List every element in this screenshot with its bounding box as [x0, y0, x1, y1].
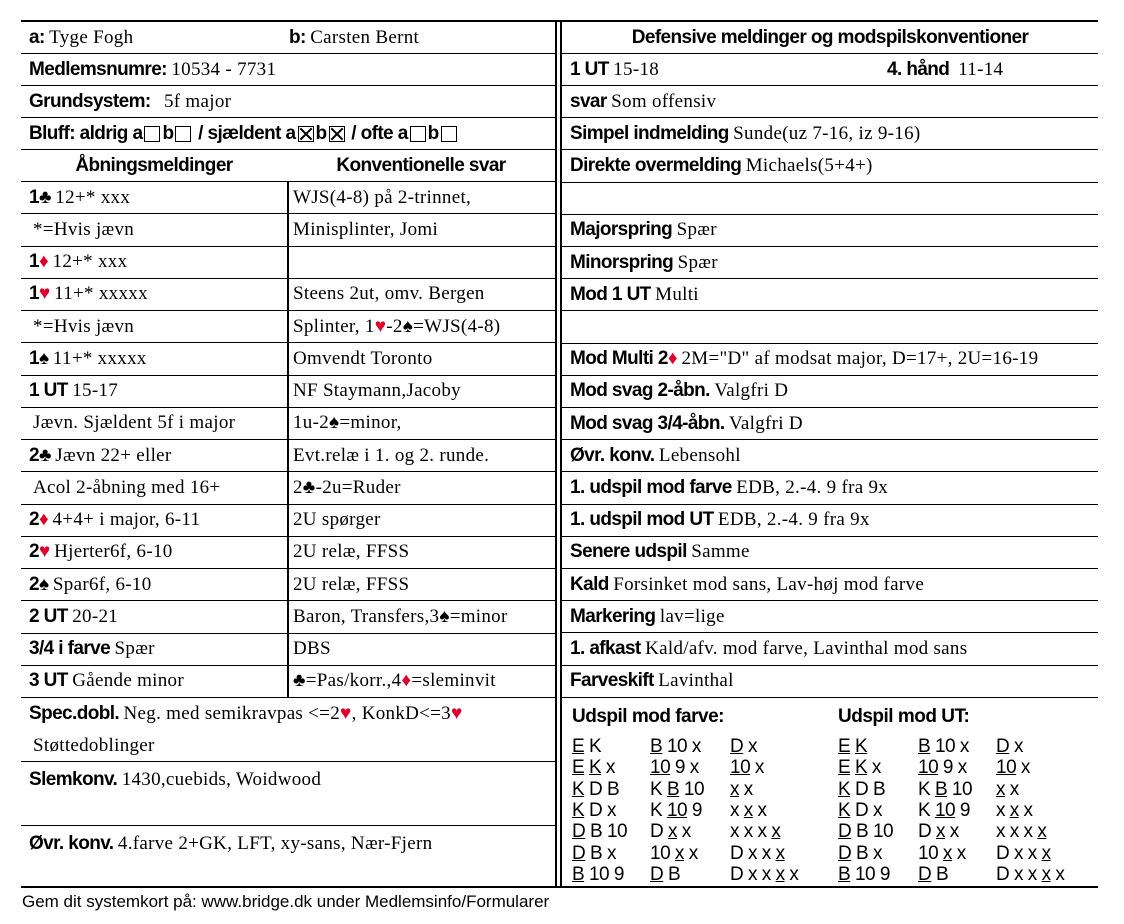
- nt-lead-combo: D x x x x: [996, 863, 1065, 885]
- suit-symbol: ♣: [38, 186, 51, 208]
- suit-symbol: ♣: [38, 444, 51, 466]
- suit-lead-combo: K D B: [572, 778, 620, 800]
- opening-text: Jævn. Sjældent 5f i major: [33, 412, 236, 434]
- defense-value: Valgfri D: [728, 412, 803, 434]
- nt-defense-row: [562, 54, 1098, 86]
- suit-symbol: ♥: [38, 283, 50, 305]
- defense-value: Spær: [676, 219, 717, 241]
- suit-symbol: ♥: [38, 541, 50, 563]
- opening-bid: 2: [29, 573, 39, 595]
- suit-lead-combo: x x: [730, 778, 753, 800]
- bluff-seldom-a-checkbox[interactable]: [298, 126, 314, 142]
- defense-value: Sunde(uz 7-16, iz 9-16): [733, 122, 921, 144]
- opening-cell: [29, 634, 155, 665]
- opening-cell: [33, 472, 220, 503]
- opening-bid: 1: [29, 186, 39, 208]
- defense-label: Simpel indmelding: [570, 122, 729, 144]
- member-numbers-row: [21, 54, 555, 86]
- spec-double-label: Spec.dobl.: [29, 703, 120, 724]
- openings-header: Åbningsmeldinger: [75, 154, 233, 176]
- member-numbers-value: 10534 - 7731: [171, 58, 277, 80]
- suit-leads-title: Udspil mod farve:: [572, 706, 724, 727]
- response-cell: [293, 408, 402, 439]
- suit-lead-combo: D B 10: [572, 821, 628, 843]
- opening-bid: 2: [29, 541, 39, 563]
- suit-lead-combo: B 10 9: [572, 863, 624, 885]
- defense-value: Kald/afv. mod farve, Lavinthal mod sans: [645, 637, 968, 659]
- suit-lead-combo: 10 9 x: [650, 757, 699, 779]
- fourth-hand-value: 11-14: [958, 58, 1004, 80]
- nt-lead-combo: x x: [996, 778, 1019, 800]
- nt-lead-combo: D B x: [838, 842, 882, 864]
- opening-cell: [29, 343, 147, 374]
- nt-lead-combo: D x x x: [996, 842, 1051, 864]
- defense-cell: [570, 440, 741, 471]
- defense-row: [562, 440, 1098, 472]
- defense-label: Farveskift: [570, 670, 654, 692]
- response-text: Splinter, 1: [293, 315, 375, 337]
- bluff-row: [21, 118, 555, 150]
- suit-lead-combo: x x x: [730, 799, 767, 821]
- suit-lead-combo: D B: [650, 863, 681, 885]
- opening-cell: [29, 247, 127, 278]
- defense-cell: [570, 344, 1038, 375]
- suit-symbol: ♠: [38, 573, 49, 595]
- response-text: =sleminvit: [411, 670, 496, 692]
- nt-lead-combo: x x x x: [996, 821, 1047, 843]
- defense-value: Som offensiv: [611, 90, 717, 112]
- leads-section: [562, 698, 1098, 886]
- opening-bid: 3/4 i farve: [29, 638, 111, 660]
- opening-text: Spar6f, 6-10: [52, 573, 152, 595]
- nt-lead-combo: E K x: [838, 757, 881, 779]
- nt-lead-combo: K B 10: [918, 778, 973, 800]
- nt-lead-combo: 10 x: [996, 757, 1030, 779]
- defense-value: EDB, 2.-4. 9 fra 9x: [736, 476, 889, 498]
- suit-lead-combo: D x: [730, 736, 758, 757]
- bluff-b-label: b: [162, 122, 174, 144]
- defense-cell: [570, 472, 888, 503]
- opening-text: 20-21: [72, 605, 119, 627]
- defense-value: Spær: [677, 251, 718, 273]
- defense-value: Samme: [691, 541, 750, 563]
- nt-lead-combo: K 10 9: [918, 799, 970, 821]
- defense-row: [562, 247, 1098, 279]
- defense-row: [562, 118, 1098, 150]
- defense-row: [562, 601, 1098, 633]
- response-cell: [293, 311, 500, 342]
- suit-symbol: ♦: [667, 348, 677, 370]
- response-cell: [293, 343, 433, 374]
- opening-bid: 2: [29, 509, 39, 531]
- defense-title: Defensive meldinger og modspilskonventioner: [631, 26, 1029, 48]
- opening-text: 12+* xxx: [55, 186, 131, 208]
- defense-cell: [570, 150, 873, 181]
- suit-lead-combo: K 10 9: [650, 799, 702, 821]
- suit-lead-combo: 10 x: [730, 757, 764, 779]
- response-cell: [293, 472, 401, 503]
- nt-lead-combo: D B 10: [838, 821, 894, 843]
- bluff-never-a-checkbox[interactable]: [144, 126, 160, 142]
- responses-header: Konventionelle svar: [336, 154, 506, 176]
- defense-row: [562, 150, 1098, 182]
- defense-label: Markering: [570, 605, 656, 627]
- defense-row: [562, 376, 1098, 408]
- slam-value: 1430,cuebids, Woidwood: [121, 769, 322, 790]
- defense-cell: [570, 376, 788, 407]
- suit-lead-combo: D B x: [572, 842, 616, 864]
- defense-cell: [570, 666, 734, 697]
- opening-text: 4+4+ i major, 6-11: [52, 509, 201, 531]
- other-conv-label: Øvr. konv.: [29, 833, 114, 854]
- nt-lead-combo: x x x: [996, 799, 1033, 821]
- response-text: 1u-2♠=minor,: [293, 412, 402, 434]
- response-cell: [293, 505, 381, 536]
- response-cell: [293, 440, 489, 471]
- opening-cell: [29, 376, 118, 407]
- defense-label: Direkte overmelding: [570, 154, 742, 176]
- opening-cell: [29, 537, 173, 568]
- defense-cell: [570, 247, 718, 278]
- suit-lead-combo: B 10 x: [650, 736, 701, 757]
- nt-lead-combo: D x x: [918, 821, 959, 843]
- defense-row: [562, 311, 1098, 343]
- defense-cell: [570, 279, 699, 310]
- nt-lead-combo: K D B: [838, 778, 886, 800]
- response-text: NF Staymann,Jacoby: [293, 380, 461, 402]
- defense-title-row: [562, 22, 1098, 54]
- response-text: 2U spørger: [293, 509, 381, 531]
- suit-lead-combo: D x x: [650, 821, 691, 843]
- response-text: Steens 2ut, omv. Bergen: [293, 283, 485, 305]
- spec-double-line2: Støttedoblinger: [33, 735, 155, 756]
- opening-text: Spær: [114, 638, 155, 660]
- response-cell: [293, 601, 508, 632]
- opening-cell: [29, 601, 118, 632]
- heart-suit: ♥: [340, 703, 352, 724]
- player-b-name: Carsten Bernt: [310, 26, 420, 48]
- suit-lead-combo: x x x x: [730, 821, 781, 843]
- opening-text: 15-17: [72, 380, 119, 402]
- defense-cell: [570, 505, 870, 536]
- spec-double-row: [21, 698, 555, 762]
- defense-cell: [570, 601, 725, 632]
- defense-cell: [570, 633, 967, 664]
- footer-note: Gem dit systemkort på: www.bridge.dk under Medlemsinfo/Formularer: [22, 892, 550, 911]
- response-cell: [293, 537, 409, 568]
- opening-bid: 1: [29, 251, 39, 273]
- defense-cell: [570, 86, 716, 117]
- defense-label: Kald: [570, 573, 609, 595]
- suit-symbol: ♠: [38, 347, 49, 369]
- bluff-label: Bluff: aldrig a: [29, 122, 143, 144]
- defense-row: [562, 569, 1098, 601]
- opening-bid: 1: [29, 283, 39, 305]
- defense-label: 1. udspil mod UT: [570, 509, 714, 531]
- defense-cell: [570, 215, 717, 246]
- slam-row: [21, 762, 555, 826]
- opening-text: Jævn 22+ eller: [55, 444, 172, 466]
- nt-lead-combo: E K: [838, 736, 868, 757]
- response-cell: [293, 376, 461, 407]
- defense-row: [562, 505, 1098, 537]
- defense-cell: [570, 118, 921, 149]
- defense-label: Mod svag 2-åbn.: [570, 380, 710, 402]
- suit-lead-combo: K B 10: [650, 778, 705, 800]
- suit-lead-combo: E K: [572, 736, 602, 757]
- defense-value: 2M="D" af modsat major, D=17+, 2U=16-19: [681, 348, 1039, 370]
- opening-cell: [29, 666, 184, 697]
- opening-cell: [29, 182, 130, 213]
- nt-defense-value: 15-18: [613, 58, 660, 80]
- suit-lead-combo: 10 x x: [650, 842, 698, 864]
- nt-leads-title: Udspil mod UT:: [838, 706, 970, 727]
- spec-double-text: , KonkD<=3: [351, 703, 451, 724]
- slam-label: Slemkonv.: [29, 769, 118, 790]
- nt-lead-combo: K D x: [838, 799, 882, 821]
- defense-cell: [570, 569, 924, 600]
- response-text: Baron, Transfers,3♠=minor: [293, 605, 508, 627]
- defense-value: Forsinket mod sans, Lav-høj mod farve: [613, 573, 925, 595]
- defense-label: 1. afkast: [570, 637, 641, 659]
- nt-lead-combo: D x: [996, 736, 1024, 757]
- nt-lead-combo: 10 x x: [918, 842, 966, 864]
- nt-lead-combo: B 10 x: [918, 736, 969, 757]
- system-card: [21, 20, 1098, 888]
- defense-value: Valgfri D: [714, 380, 789, 402]
- suit-lead-combo: D x x x: [730, 842, 785, 864]
- opening-header-row: [21, 150, 555, 182]
- opening-text: *=Hvis jævn: [33, 315, 135, 337]
- nt-lead-combo: B 10 9: [838, 863, 890, 885]
- response-text: 2U relæ, FFSS: [293, 573, 410, 595]
- defense-label: Minorspring: [570, 251, 674, 273]
- suit-symbol: ♦: [38, 251, 49, 273]
- opening-cell: [29, 505, 200, 536]
- defense-value: Lavinthal: [658, 670, 734, 692]
- opening-cell: [29, 569, 152, 600]
- bluff-often-a-checkbox[interactable]: [410, 126, 426, 142]
- bluff-often-label: ofte a: [360, 122, 408, 144]
- fourth-hand-label: 4. hånd: [887, 58, 950, 80]
- response-cell: [293, 666, 496, 697]
- nt-defense-label: 1 UT: [570, 58, 609, 80]
- response-cell: [293, 214, 438, 245]
- suit-lead-combo: K D x: [572, 799, 616, 821]
- defense-row: [562, 183, 1098, 215]
- other-conv-row: [21, 826, 555, 886]
- defense-value: EDB, 2.-4. 9 fra 9x: [717, 509, 870, 531]
- response-text: Minisplinter, Jomi: [293, 218, 439, 240]
- opening-bid: 2 UT: [29, 605, 68, 627]
- opening-cell: [29, 279, 148, 310]
- response-text: WJS(4-8) på 2-trinnet,: [293, 186, 472, 208]
- defense-label: Majorspring: [570, 219, 673, 241]
- players-row: [21, 22, 555, 54]
- opening-text: 12+* xxx: [52, 251, 128, 273]
- opening-cell: [29, 440, 172, 471]
- bluff-never-b-checkbox[interactable]: [175, 126, 191, 142]
- defense-label: Øvr. konv.: [570, 444, 655, 466]
- defense-cell: [570, 537, 750, 568]
- defense-row: [562, 344, 1098, 376]
- response-cell: [293, 279, 485, 310]
- opening-bid: 2: [29, 444, 39, 466]
- defense-cell: [570, 408, 803, 439]
- response-cell: [293, 569, 409, 600]
- defense-label: Senere udspil: [570, 541, 687, 563]
- center-divider: [555, 20, 557, 888]
- opening-text: *=Hvis jævn: [33, 218, 135, 240]
- member-numbers-label: Medlemsnumre:: [29, 58, 167, 80]
- defense-row: [562, 408, 1098, 440]
- player-a-label: a:: [29, 26, 45, 48]
- bluff-often-b-checkbox[interactable]: [441, 126, 457, 142]
- opening-cell: [33, 214, 134, 245]
- opening-cell: [33, 408, 235, 439]
- defense-value: Michaels(5+4+): [745, 154, 873, 176]
- opening-text: 11+* xxxxx: [52, 347, 147, 369]
- opening-text: Gående minor: [72, 670, 184, 692]
- opening-cell: [33, 311, 134, 342]
- openings-divider: [287, 182, 289, 698]
- suit-symbol: ♦: [401, 670, 412, 692]
- heart-suit: ♥: [450, 703, 463, 724]
- suit-lead-combo: E K x: [572, 757, 615, 779]
- response-text: DBS: [293, 638, 331, 660]
- defense-row: [562, 666, 1098, 698]
- suit-lead-combo: D x x x x: [730, 863, 799, 885]
- opening-bid: 3 UT: [29, 670, 68, 692]
- nt-lead-combo: 10 9 x: [918, 757, 967, 779]
- defense-label: Mod svag 3/4-åbn.: [570, 412, 725, 434]
- basic-system-row: [21, 86, 555, 118]
- bluff-b-label: b: [315, 122, 327, 144]
- response-text: ♣=Pas/korr.,4: [293, 670, 402, 692]
- opening-text: 11+* xxxxx: [54, 283, 148, 305]
- response-text: 2U relæ, FFSS: [293, 541, 410, 563]
- basic-system-label: Grundsystem:: [29, 90, 151, 112]
- separator: /: [351, 122, 356, 144]
- defense-row: [562, 215, 1098, 247]
- defense-row: [562, 633, 1098, 665]
- suit-symbol: ♦: [38, 509, 49, 531]
- defense-row: [562, 279, 1098, 311]
- defense-row: [562, 472, 1098, 504]
- suit-symbol: ♥: [374, 315, 387, 337]
- player-b-label: b:: [289, 26, 306, 48]
- defense-row: [562, 537, 1098, 569]
- bluff-b-label: b: [427, 122, 439, 144]
- defense-value: Multi: [655, 283, 699, 305]
- bluff-seldom-b-checkbox[interactable]: [329, 126, 345, 142]
- separator: /: [198, 122, 203, 144]
- response-text: 2♣-2u=Ruder: [293, 476, 401, 498]
- player-a-name: Tyge Fogh: [49, 26, 134, 48]
- defense-value: lav=lige: [659, 605, 725, 627]
- bluff-seldom-label: sjældent a: [207, 122, 296, 144]
- opening-text: Acol 2-åbning med 16+: [33, 476, 221, 498]
- other-conv-value: 4.farve 2+GK, LFT, xy-sans, Nær-Fjern: [117, 833, 433, 854]
- opening-bid: 1 UT: [29, 380, 68, 402]
- spec-double-text: Neg. med semikravpas <=2: [123, 703, 340, 724]
- response-cell: [293, 182, 471, 213]
- opening-bid: 1: [29, 347, 39, 369]
- defense-row: [562, 86, 1098, 118]
- response-text: -2♠=WJS(4-8): [386, 315, 501, 337]
- response-text: Omvendt Toronto: [293, 347, 433, 369]
- defense-label: svar: [570, 90, 607, 112]
- response-text: Evt.relæ i 1. og 2. runde.: [293, 444, 490, 466]
- defense-value: Lebensohl: [658, 444, 741, 466]
- defense-label: Mod Multi 2: [570, 348, 668, 370]
- defense-label: 1. udspil mod farve: [570, 476, 732, 498]
- basic-system-value: 5f major: [163, 90, 232, 112]
- nt-lead-combo: D B: [918, 863, 949, 885]
- response-cell: [293, 634, 331, 665]
- defense-label: Mod 1 UT: [570, 283, 651, 305]
- opening-text: Hjerter6f, 6-10: [54, 541, 173, 563]
